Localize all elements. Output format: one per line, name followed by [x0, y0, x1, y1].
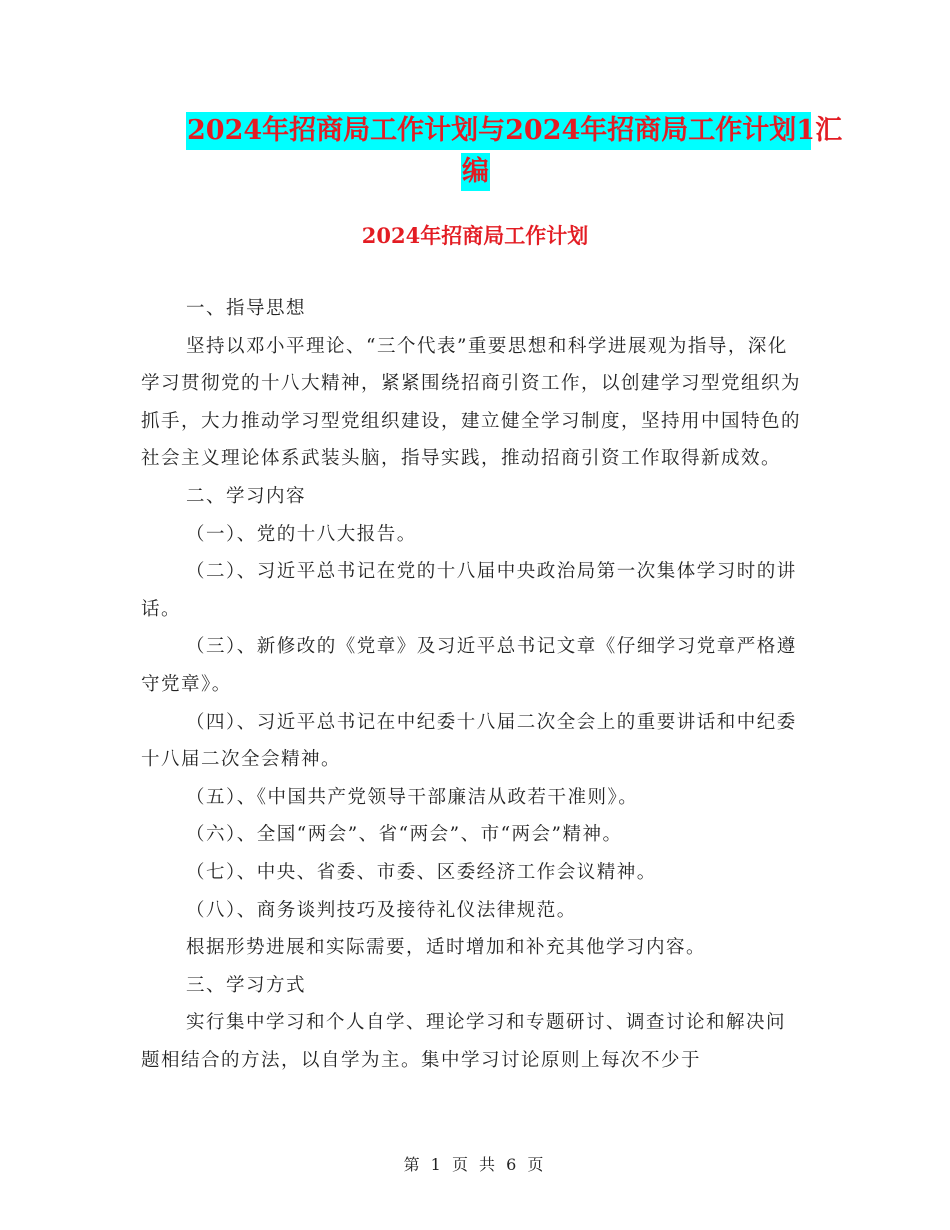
paragraph: 实行集中学习和个人自学、理论学习和专题研讨、调查讨论和解决问题相结合的方法，以自学为主。集中学习讨论原则上每次不少于	[141, 1012, 787, 1071]
list-item: （四）、习近平总书记在中纪委十八届二次全会上的重要讲话和中纪委十八届二次全会精神。	[141, 711, 797, 771]
list-item: （二）、习近平总书记在党的十八届中央政治局第一次集体学习时的讲话。	[141, 561, 797, 620]
list-item: （五）、《中国共产党领导干部廉洁从政若干准则》。	[186, 786, 639, 808]
list-item: （三）、新修改的《党章》及习近平总书记文章《仔细学习党章严格遵守党章》。	[141, 636, 797, 695]
paragraph-heading-2: 二、学习内容	[186, 485, 307, 507]
page-footer: 第 1 页 共 6 页	[403, 1155, 547, 1174]
paragraph-heading-3: 三、学习方式	[186, 974, 307, 996]
paragraph-heading-1: 一、指导思想	[186, 298, 307, 319]
paragraph: 根据形势进展和实际需要，适时增加和补充其他学习内容。	[186, 937, 707, 959]
list-item: （一）、党的十八大报告。	[186, 523, 417, 545]
title-line-2: 编	[461, 153, 490, 191]
paragraph: 坚持以邓小平理论、“三个代表”重要思想和科学进展观为指导，深化学习贯彻党的十八大精神，紧紧围绕招商引资工作，以创建学习型党组织为抓手，大力推动学习型党组织建设，建立健全学习制度，坚持用中国特色的社会主义理论体系武装头脑，指导实践，推动招商引资工作取得新成效。	[141, 335, 802, 470]
list-item: （八）、商务谈判技巧及接待礼仪法律规范。	[186, 899, 577, 921]
list-item: （七）、中央、省委、市委、区委经济工作会议精神。	[186, 861, 657, 883]
title-line-1: 2024年招商局工作计划与2024年招商局工作计划1汇	[186, 112, 811, 150]
section-title: 2024年招商局工作计划	[361, 223, 589, 248]
document-body	[141, 290, 801, 1079]
list-item: （六）、全国“两会”、省“两会”、市“两会”精神。	[186, 824, 623, 846]
